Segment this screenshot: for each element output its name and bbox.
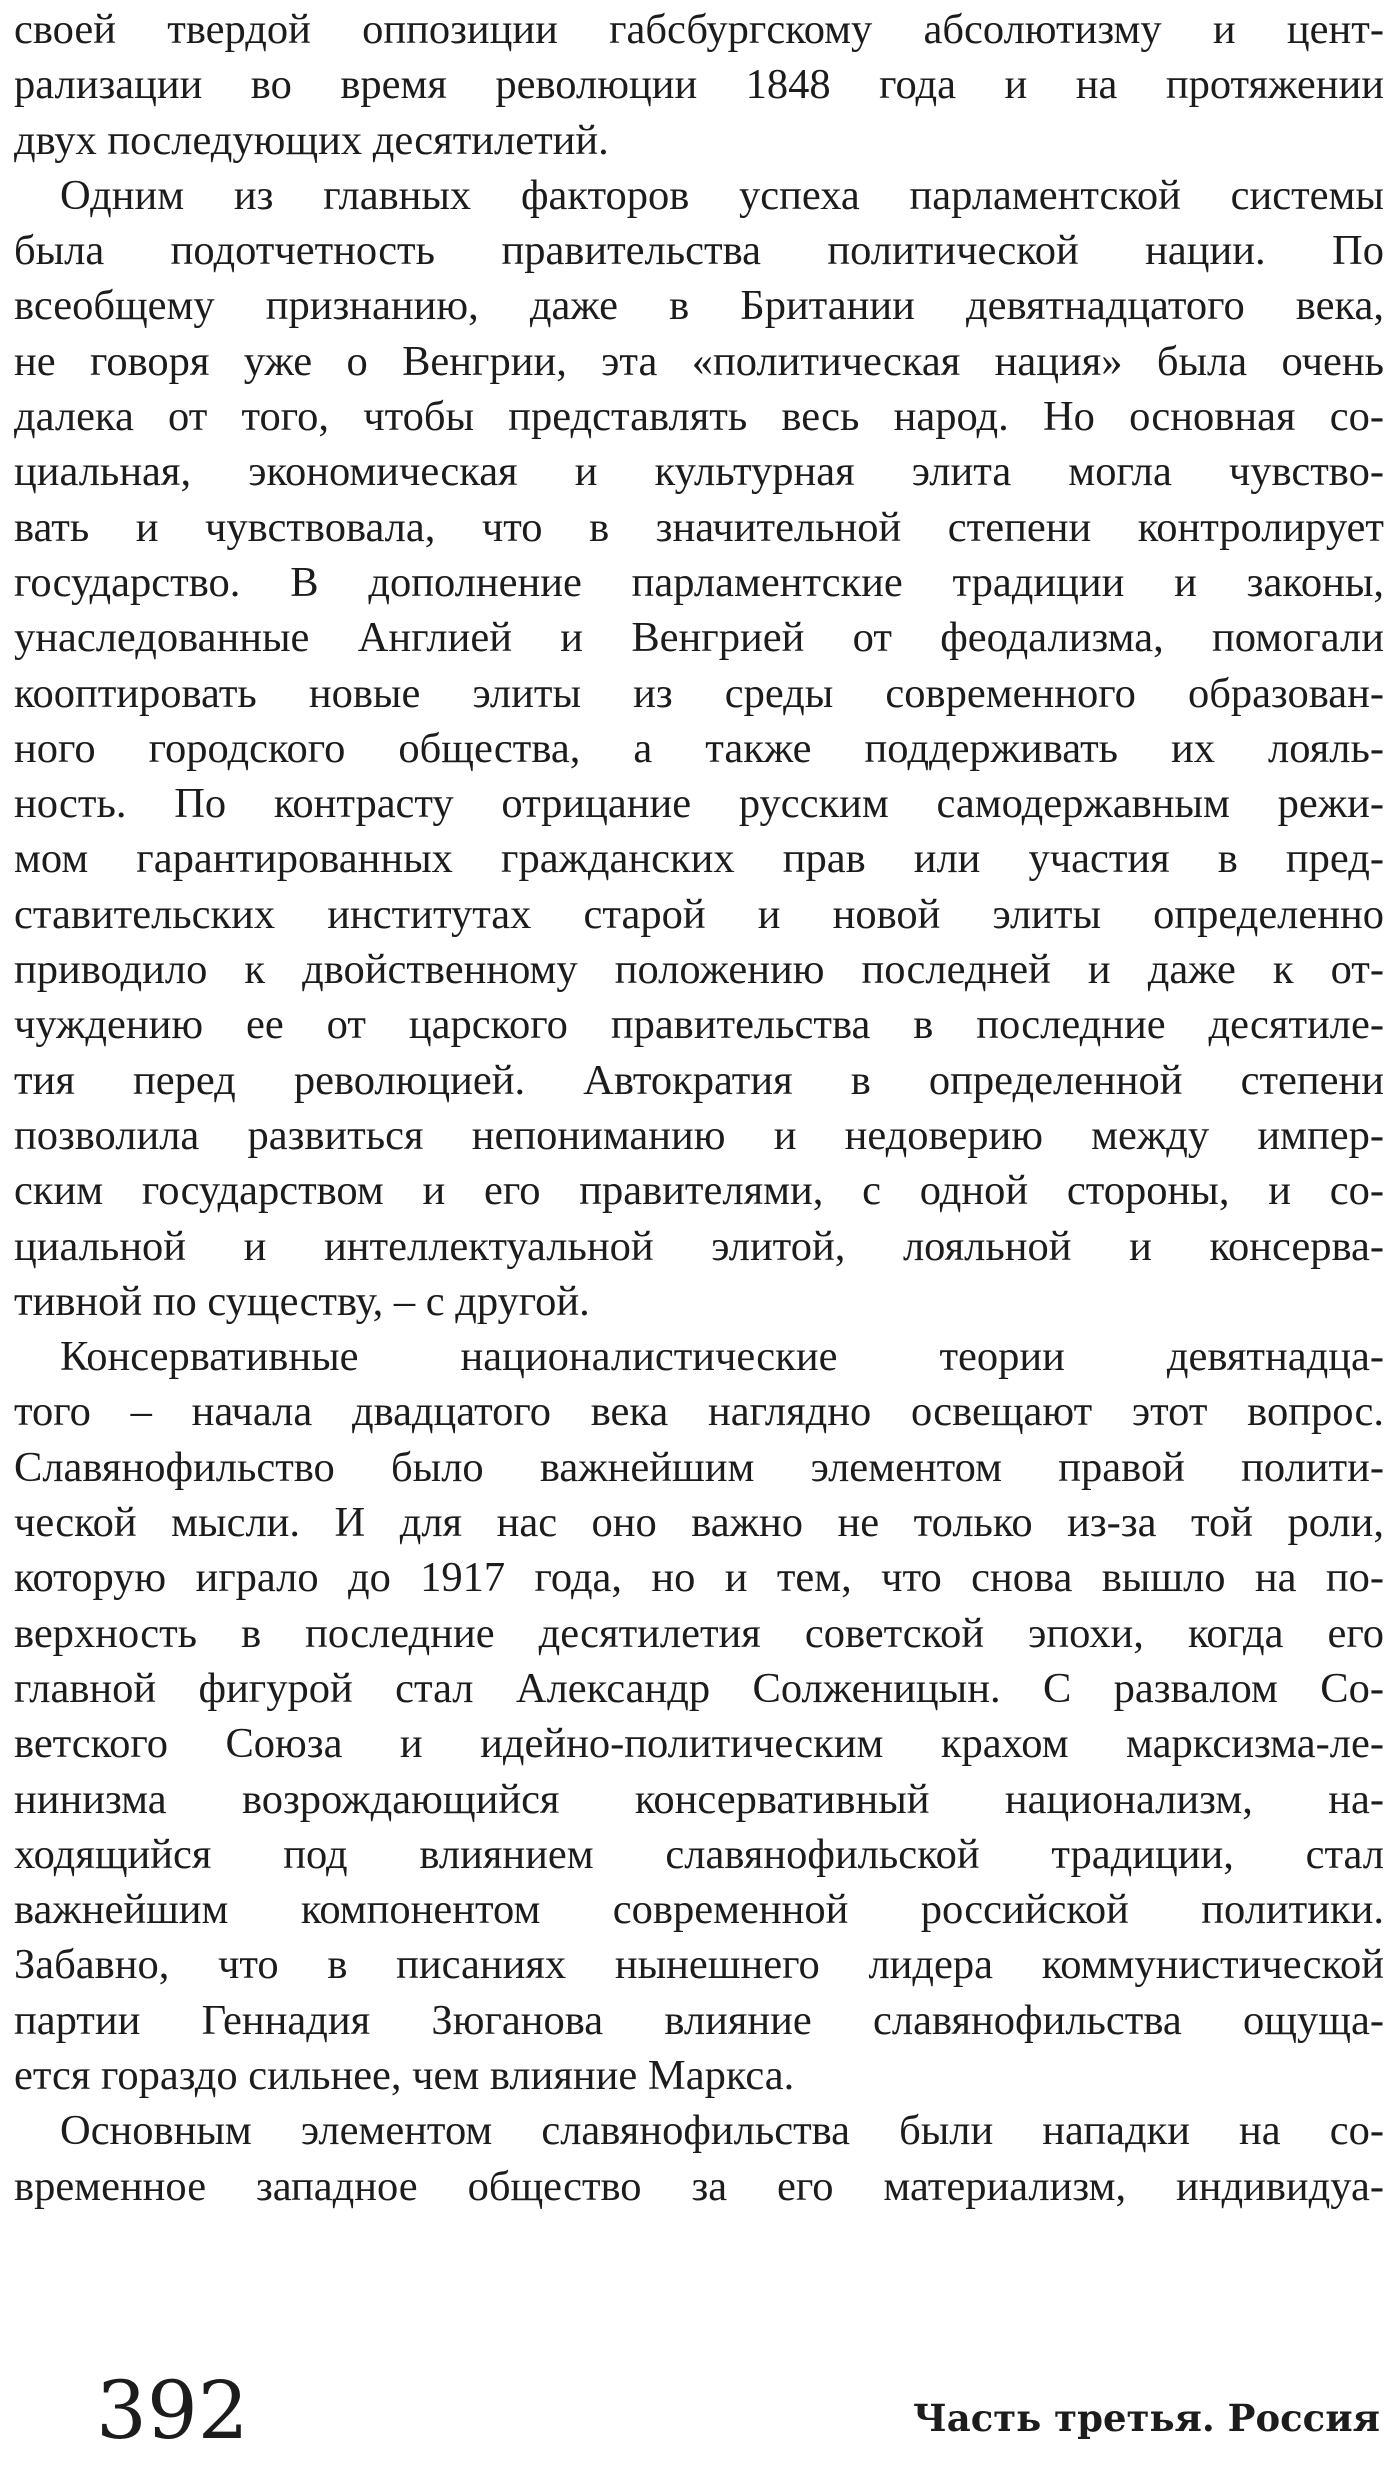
text-line: чуждению ее от царского правительства в последние десятиле- xyxy=(14,1001,1384,1049)
text-line: тивной по существу, – с другой. xyxy=(14,1277,590,1325)
text-line: циальная, экономическая и культурная элита могла чувство- xyxy=(14,448,1384,496)
text-line: всеобщему признанию, даже в Британии девятнадцатого века, xyxy=(14,282,1384,330)
text-line: не говоря уже о Венгрии, эта «политическая нация» была очень xyxy=(14,337,1384,385)
text-line: позволила развиться непониманию и недоверию между импер- xyxy=(14,1111,1384,1159)
text-line: важнейшим компонентом современной российской политики. xyxy=(14,1886,1384,1934)
text-line: верхность в последние десятилетия советской эпохи, когда его xyxy=(14,1609,1384,1657)
text-line: ется гораздо сильнее, чем влияние Маркса. xyxy=(14,2051,795,2099)
text-line: была подотчетность правительства политической нации. По xyxy=(14,227,1384,275)
text-line: ветского Союза и идейно-политическим крахом марксизма-ле- xyxy=(14,1720,1384,1768)
text-line: ставительских институтах старой и новой элиты определенно xyxy=(14,890,1384,938)
text-line: кооптировать новые элиты из среды современного образован- xyxy=(14,669,1384,717)
text-line: ческой мысли. И для нас оно важно не только из-за той роли, xyxy=(14,1499,1384,1547)
text-line: государство. В дополнение парламентские традиции и законы, xyxy=(14,558,1384,606)
text-line: приводило к двойственному положению последней и даже к от- xyxy=(14,946,1384,994)
text-line: Одним из главных факторов успеха парламентской системы xyxy=(60,171,1384,219)
text-line: ного городского общества, а также поддерживать их лояль- xyxy=(14,724,1384,772)
running-title: Часть третья. Россия xyxy=(912,2396,1380,2440)
text-line: главной фигурой стал Александр Солженицын. С развалом Со- xyxy=(14,1664,1384,1712)
text-line: циальной и интеллектуальной элитой, лояльной и консерва- xyxy=(14,1222,1384,1270)
text-line: партии Геннадия Зюганова влияние славянофильства ощуща- xyxy=(14,1996,1384,2044)
text-line: двух последующих десятилетий. xyxy=(14,116,609,164)
text-line: унаследованные Англией и Венгрией от феодализма, помогали xyxy=(14,614,1384,662)
text-line: Основным элементом славянофильства были нападки на со- xyxy=(60,2107,1384,2155)
text-line: того – начала двадцатого века наглядно освещают этот вопрос. xyxy=(14,1388,1384,1436)
text-line: мом гарантированных гражданских прав или участия в пред- xyxy=(14,835,1384,883)
page-footer xyxy=(0,2366,1398,2456)
text-line: вать и чувствовала, что в значительной степени контролирует xyxy=(14,503,1384,551)
text-line: тия перед революцией. Автократия в определенной степени xyxy=(14,1056,1384,1104)
text-line: далека от того, чтобы представлять весь народ. Но основная со- xyxy=(14,393,1384,441)
text-line: ским государством и его правителями, с одной стороны, и со- xyxy=(14,1167,1384,1215)
text-line: нинизма возрождающийся консервативный национализм, на- xyxy=(14,1775,1384,1823)
text-line: Славянофильство было важнейшим элементом правой полити- xyxy=(14,1443,1384,1491)
body-text xyxy=(14,2,1384,2214)
text-line: Забавно, что в писаниях нынешнего лидера коммунистической xyxy=(14,1941,1384,1989)
text-line: временное западное общество за его материализм, индивидуа- xyxy=(14,2162,1384,2210)
page-number: 392 xyxy=(96,2364,249,2457)
text-line: своей твердой оппозиции габсбургскому абсолютизму и цент- xyxy=(14,6,1384,53)
text-line: Консервативные националистические теории девятнадца- xyxy=(60,1333,1384,1381)
text-line: которую играло до 1917 года, но и тем, что снова вышло на по- xyxy=(14,1554,1384,1602)
text-line: ходящийся под влиянием славянофильской традиции, стал xyxy=(14,1830,1384,1878)
text-line: рализации во время революции 1848 года и на протяжении xyxy=(14,61,1384,109)
text-line: ность. По контрасту отрицание русским самодержавным режи- xyxy=(14,780,1384,828)
